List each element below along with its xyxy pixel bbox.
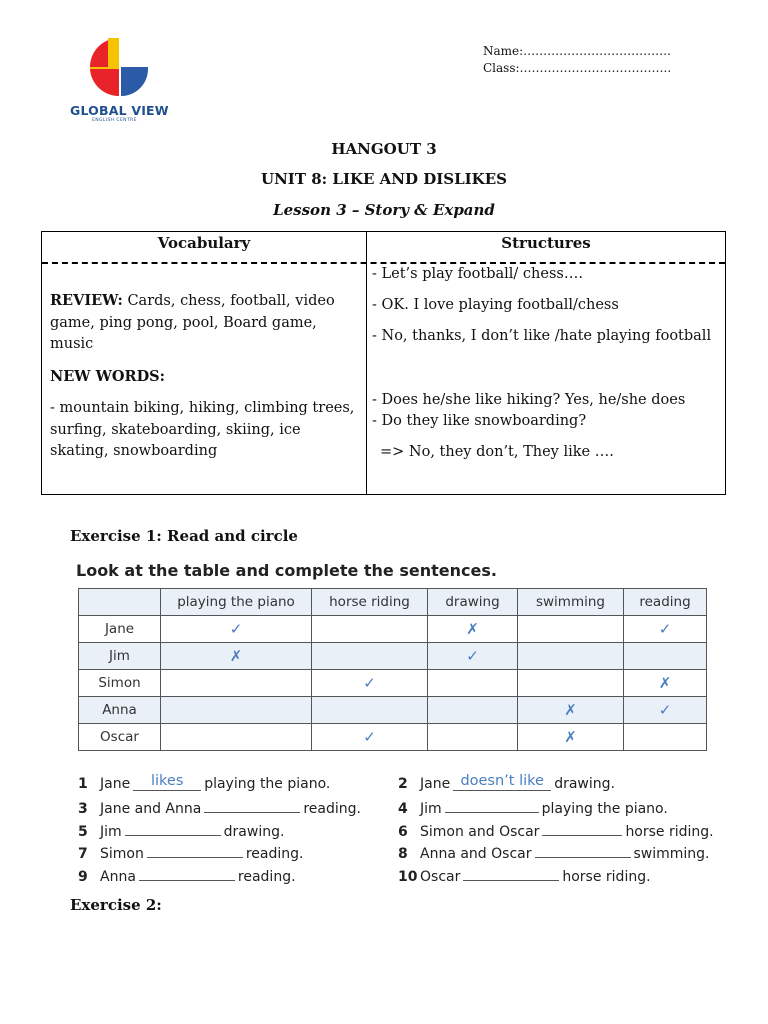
review-words: Cards, chess, football, video game, ping pong, pool, Board game, music: [50, 293, 335, 352]
answer-blank[interactable]: doesn’t like: [453, 776, 551, 791]
table-cell: ✗: [518, 724, 624, 751]
global-view-logo-icon: [88, 36, 150, 98]
answer-blank[interactable]: [445, 798, 539, 813]
exercise-instruction: Look at the table and complete the sentences.: [76, 561, 497, 580]
table-cell: ✗: [161, 643, 312, 670]
structure-line: - Do they like snowboarding?: [372, 413, 587, 429]
table-cell: [518, 616, 624, 643]
table-row: [79, 670, 707, 697]
row-name: Jim: [79, 643, 161, 670]
review-text: [50, 290, 362, 356]
table-cell: ✗: [624, 670, 707, 697]
structures-header: Structures: [501, 234, 591, 252]
sentence-item: 10 Oscar horse riding.: [398, 866, 651, 885]
answer-blank[interactable]: [204, 798, 300, 813]
table-cell: ✓: [624, 697, 707, 724]
table-cell: ✓: [624, 616, 707, 643]
answer-blank[interactable]: [535, 843, 631, 858]
table-cell: [624, 643, 707, 670]
structure-line: - OK. I love playing football/chess: [372, 297, 619, 313]
sentence-item: 7 Simon reading.: [78, 843, 304, 862]
student-info: [483, 43, 671, 77]
structure-line: - Let’s play football/ chess….: [372, 266, 583, 282]
answer-blank[interactable]: [139, 866, 235, 881]
column-header: [79, 589, 161, 616]
new-words-label: NEW WORDS:: [50, 367, 166, 385]
table-cell: ✗: [428, 616, 518, 643]
table-cell: [518, 643, 624, 670]
sentence-item: 9 Anna reading.: [78, 866, 296, 885]
logo-subtitle: ENGLISH CENTRE: [92, 118, 137, 123]
logo: [70, 36, 170, 123]
exercise-1-title: Exercise 1: Read and circle: [70, 527, 298, 545]
page-title: HANGOUT 3: [331, 140, 437, 158]
new-words-list: - mountain biking, hiking, climbing trees, surfing, skateboarding, skiing, ice skating, snowboarding: [50, 400, 355, 459]
table-row: [79, 724, 707, 751]
unit-title: UNIT 8: LIKE AND DISLIKES: [261, 170, 507, 188]
column-divider: [366, 232, 367, 494]
review-label: REVIEW:: [50, 292, 123, 309]
sentence-item: 1 Jane likes playing the piano.: [78, 773, 331, 792]
table-cell: ✗: [518, 697, 624, 724]
structures-cell: [372, 264, 722, 473]
class-field[interactable]: Class:………………………………..: [483, 61, 672, 75]
column-header: swimming: [518, 589, 624, 616]
table-cell: [161, 724, 312, 751]
table-cell: [161, 670, 312, 697]
table-cell: [428, 724, 518, 751]
likes-table: [78, 588, 707, 751]
vocabulary-cell: [50, 290, 362, 473]
column-header: reading: [624, 589, 707, 616]
answer-blank[interactable]: [125, 821, 221, 836]
answer-blank[interactable]: [463, 866, 559, 881]
sentence-item: 5 Jim drawing.: [78, 821, 284, 840]
exercise-1-image: [76, 556, 718, 894]
table-cell: [161, 697, 312, 724]
answer-blank[interactable]: [147, 843, 243, 858]
table-row: [79, 697, 707, 724]
column-header: playing the piano: [161, 589, 312, 616]
logo-name: GLOBAL VIEW: [70, 103, 169, 118]
table-row: [79, 643, 707, 670]
sentence-item: 8 Anna and Oscar swimming.: [398, 843, 710, 862]
lesson-table: [41, 231, 726, 495]
lesson-title: Lesson 3 – Story & Expand: [273, 201, 495, 219]
table-cell: [312, 616, 428, 643]
answer-blank[interactable]: likes: [133, 776, 201, 791]
table-cell: ✓: [312, 670, 428, 697]
table-header-row: [79, 589, 707, 616]
sentence-item: 6 Simon and Oscar horse riding.: [398, 821, 714, 840]
sentence-item: 4 Jim playing the piano.: [398, 798, 668, 817]
table-cell: ✓: [428, 643, 518, 670]
row-name: Anna: [79, 697, 161, 724]
table-cell: [428, 697, 518, 724]
sentence-item: 2 Jane doesn’t like drawing.: [398, 773, 615, 792]
vocabulary-header: Vocabulary: [157, 234, 251, 252]
table-cell: [312, 643, 428, 670]
table-cell: [312, 697, 428, 724]
table-cell: ✓: [312, 724, 428, 751]
exercise-2-title: Exercise 2:: [70, 896, 162, 914]
name-field[interactable]: Name:……………………………….: [483, 44, 671, 58]
answer-blank[interactable]: [542, 821, 622, 836]
table-cell: [624, 724, 707, 751]
structure-line: => No, they don’t, They like ….: [380, 444, 614, 460]
row-name: Oscar: [79, 724, 161, 751]
table-cell: ✓: [161, 616, 312, 643]
column-header: drawing: [428, 589, 518, 616]
row-name: Simon: [79, 670, 161, 697]
table-cell: [518, 670, 624, 697]
table-row: [79, 616, 707, 643]
structure-line: - Does he/she like hiking? Yes, he/she does: [372, 392, 686, 408]
sentence-item: 3 Jane and Anna reading.: [78, 798, 361, 817]
column-header: horse riding: [312, 589, 428, 616]
table-cell: [428, 670, 518, 697]
row-name: Jane: [79, 616, 161, 643]
structure-line: - No, thanks, I don’t like /hate playing football: [372, 328, 712, 344]
